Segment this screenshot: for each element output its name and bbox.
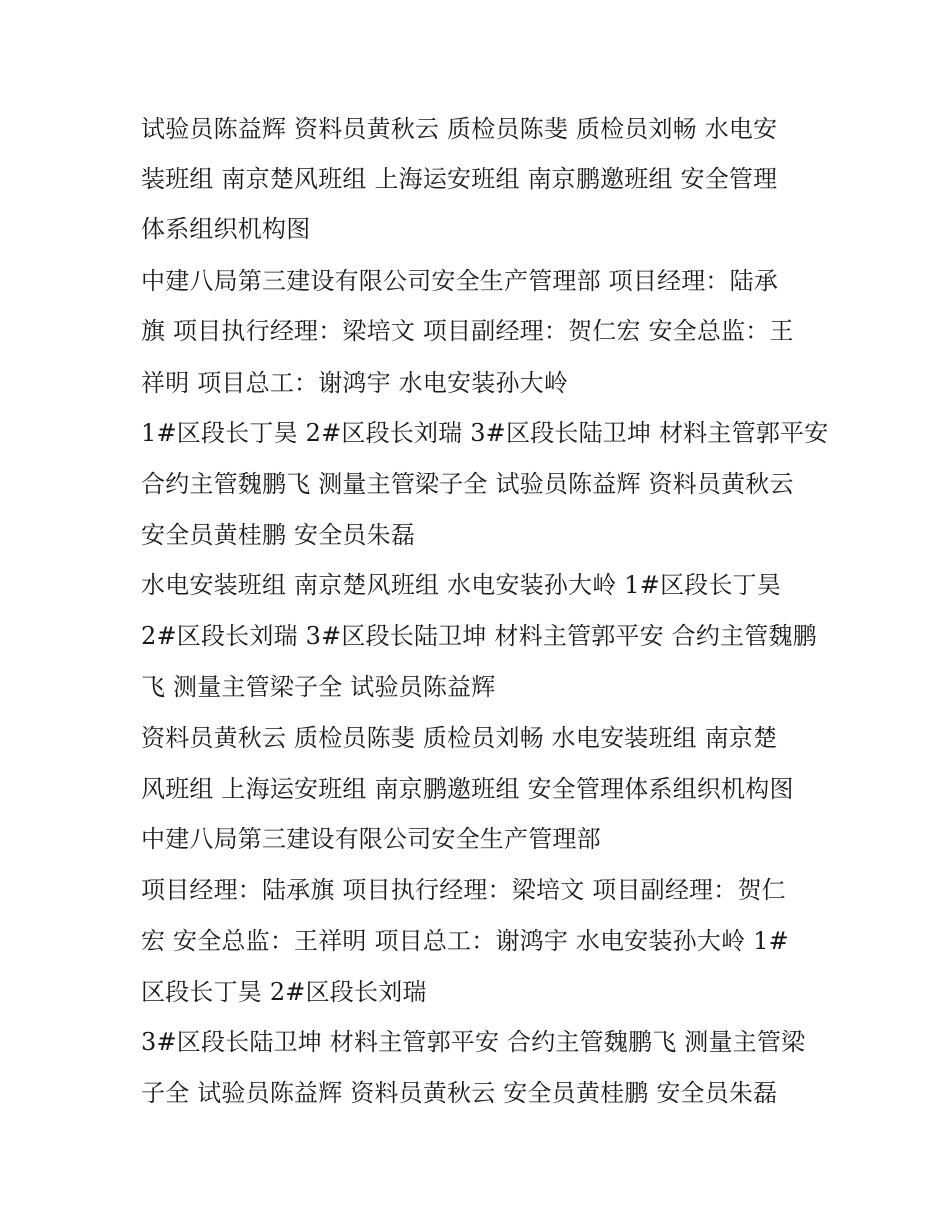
text-line: 宏 安全总监：王祥明 项目总工：谢鸿宇 水电安装孙大岭 1# — [141, 927, 789, 955]
text-line: 水电安装班组 南京楚风班组 水电安装孙大岭 1#区段长丁昊 — [141, 571, 782, 599]
text-line: 1#区段长丁昊 2#区段长刘瑞 3#区段长陆卫坤 材料主管郭平安 — [141, 419, 829, 447]
text-line: 3#区段长陆卫坤 材料主管郭平安 合约主管魏鹏飞 测量主管梁 — [141, 1028, 806, 1056]
text-line: 中建八局第三建设有限公司安全生产管理部 项目经理：陆承 — [141, 267, 779, 295]
text-line: 体系组织机构图 — [141, 215, 311, 243]
text-line: 合约主管魏鹏飞 测量主管梁子全 试验员陈益辉 资料员黄秋云 — [141, 470, 794, 498]
text-line: 中建八局第三建设有限公司安全生产管理部 — [141, 825, 601, 853]
text-line: 旗 项目执行经理：梁培文 项目副经理：贺仁宏 安全总监：王 — [141, 317, 794, 345]
text-line: 2#区段长刘瑞 3#区段长陆卫坤 材料主管郭平安 合约主管魏鹏 — [141, 622, 817, 650]
text-line: 祥明 项目总工：谢鸿宇 水电安装孙大岭 — [141, 369, 569, 397]
text-line: 装班组 南京楚风班组 上海运安班组 南京鹏邀班组 安全管理 — [141, 165, 778, 193]
text-line: 资料员黄秋云 质检员陈斐 质检员刘畅 水电安装班组 南京楚 — [141, 724, 778, 752]
text-line: 试验员陈益辉 资料员黄秋云 质检员陈斐 质检员刘畅 水电安 — [141, 115, 778, 143]
text-line: 子全 试验员陈益辉 资料员黄秋云 安全员黄桂鹏 安全员朱磊 — [141, 1079, 778, 1107]
text-line: 飞 测量主管梁子全 试验员陈益辉 — [141, 673, 496, 701]
text-line: 项目经理：陆承旗 项目执行经理：梁培文 项目副经理：贺仁 — [141, 876, 786, 904]
text-line: 安全员黄桂鹏 安全员朱磊 — [141, 521, 416, 549]
text-line: 区段长丁昊 2#区段长刘瑞 — [141, 978, 427, 1006]
text-line: 风班组 上海运安班组 南京鹏邀班组 安全管理体系组织机构图 — [141, 775, 794, 803]
